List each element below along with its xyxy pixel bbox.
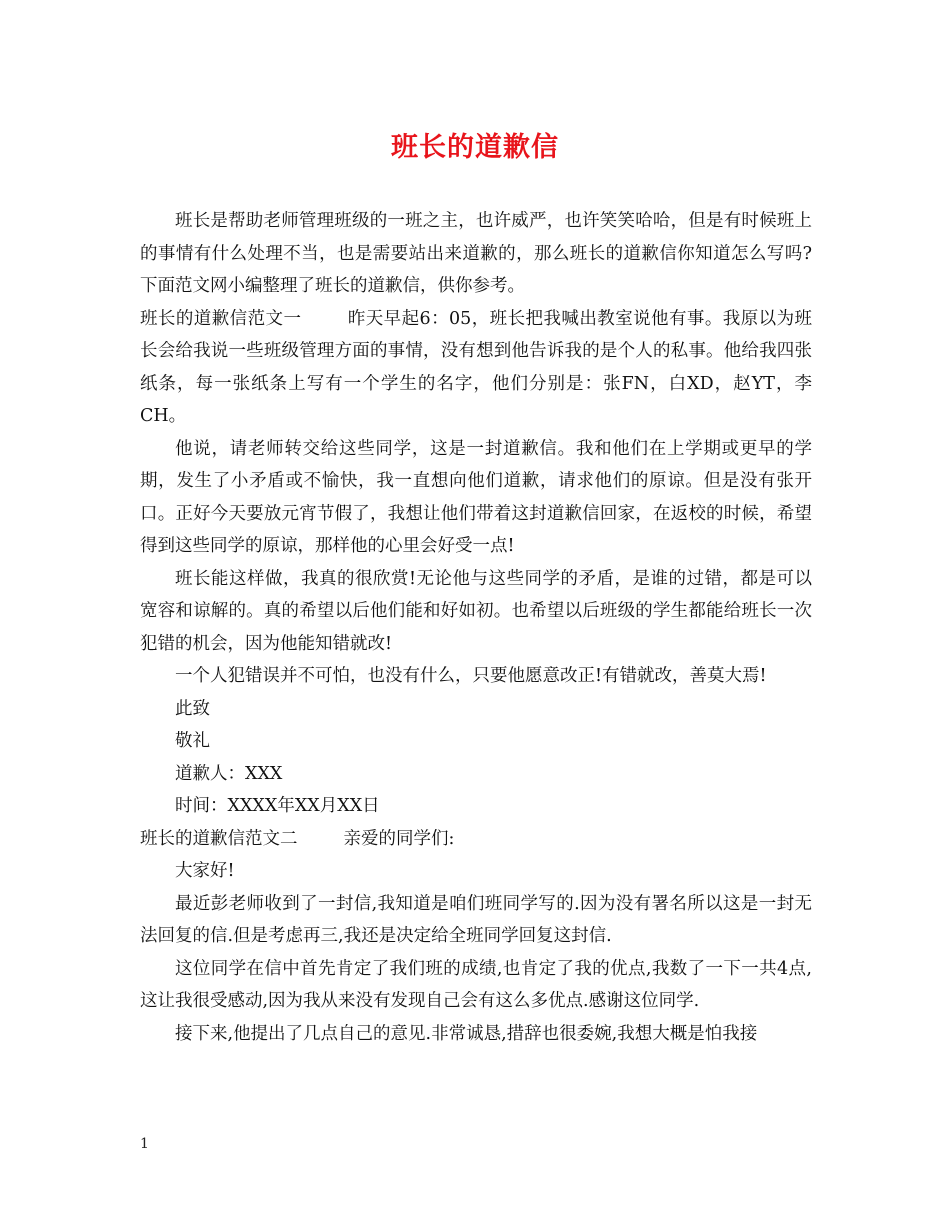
sample2-greeting: 大家好! — [175, 861, 235, 881]
sample1-first-text: 昨天早起6：05，班长把我喊出教室说他有事。我原以为班长会给我说一些班级管理方面的事情，没有想到他告诉我的是个人的私事。他给我四张纸条，每一张纸条上写有一个学生的名字，他们分别是：张FN，白XD，赵YT，李CH。 — [140, 308, 813, 426]
signer-line: 道歉人：XXX — [175, 763, 283, 784]
sample1-paragraph-3: 班长能这样做，我真的很欣赏!无论他与这些同学的矛盾，是谁的过错，都是可以宽容和谅解的。真的希望以后他们能和好如初。也希望以后班级的学生都能给班长一次犯错的机会，因为他能知错就改! — [140, 568, 812, 654]
sample1-first-paragraph — [140, 303, 812, 433]
closing-line-1: 此致 — [175, 698, 210, 719]
sample1-paragraph-2: 他说，请老师转交给这些同学，这是一封道歉信。我和他们在上学期或更早的学期，发生了小矛盾或不愉快，我一直想向他们道歉，请求他们的原谅。但是没有张开口。正好今天要放元宵节假了，我想让他们带着这封道歉信回家，在返校的时候，希望得到这些同学的原谅，那样他的心里会好受一点! — [140, 438, 812, 556]
date-line: 时间：XXXX年XX月XX日 — [175, 796, 380, 816]
sample1-heading: 班长的道歉信范文一 — [140, 308, 302, 329]
sample2-salutation: 亲爱的同学们: — [343, 828, 455, 849]
sample2-heading: 班长的道歉信范文二 — [140, 828, 298, 849]
document-body — [140, 205, 812, 1050]
document-title: 班长的道歉信 — [391, 132, 559, 163]
sample2-paragraph-1: 最近彭老师收到了一封信,我知道是咱们班同学写的.因为没有署名所以这是一封无法回复的信.但是考虑再三,我还是决定给全班同学回复这封信. — [140, 893, 812, 946]
sample2-paragraph-3: 接下来,他提出了几点自己的意见.非常诚恳,措辞也很委婉,我想大概是怕我接 — [175, 1023, 758, 1044]
page-number: 1 — [140, 1136, 149, 1152]
sample2-paragraph-2: 这位同学在信中首先肯定了我们班的成绩,也肯定了我的优点,我数了一下一共4点,这让我很受感动,因为我从来没有发现自己会有这么多优点.感谢这位同学. — [140, 958, 812, 1011]
sample2-heading-line — [140, 823, 812, 856]
sample1-paragraph-4: 一个人犯错误并不可怕，也没有什么，只要他愿意改正!有错就改，善莫大焉! — [175, 666, 767, 686]
intro-paragraph: 班长是帮助老师管理班级的一班之主，也许威严，也许笑笑哈哈，但是有时候班上的事情有什么处理不当，也是需要站出来道歉的，那么班长的道歉信你知道怎么写吗?下面范文网小编整理了班长的道歉信，供你参考。 — [140, 211, 812, 296]
closing-line-2: 敬礼 — [175, 731, 210, 751]
